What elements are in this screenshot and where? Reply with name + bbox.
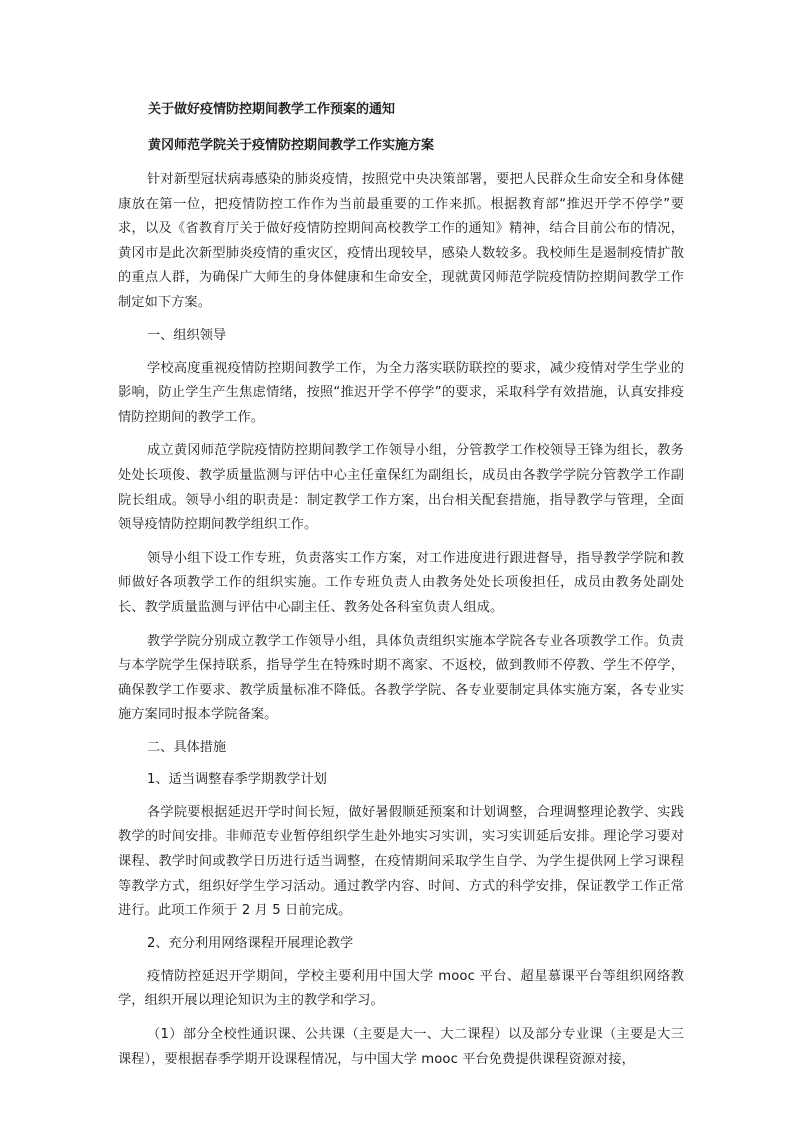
subsection-heading-online: 2、充分利用网络课程开展理论教学 — [147, 935, 354, 951]
body-paragraph: 疫情防控延迟开学期间，学校主要利用中国大学 mooc 平台、超星慕课平台等组织网络教学，组织开展以理论知识为主的教学和学习。 — [118, 968, 684, 1009]
intro-paragraph: 针对新型冠状病毒感染的肺炎疫情，按照党中央决策部署，要把人民群众生命安全和身体健康放在第一位，把疫情防控工作作为当前最重要的工作来抓。根据教育部“推迟开学不停学”要求，以及《省教育厅关于做好疫情防控期间高校教学工作的通知》精神，结合目前公布的情况，黄冈市是此次新型肺炎疫情的重灾区，疫情出现较早，感染人数较多。我校师生是遏制疫情扩散的重点人群，为确保广大师生的身体健康和生命安全，现就黄冈师范学院疫情防控期间教学工作制定如下方案。 — [118, 172, 684, 310]
body-paragraph: 教学学院分别成立教学工作领导小组，具体负责组织实施本学院各专业各项教学工作。负责与本学院学生保持联系，指导学生在特殊时期不离家、不返校，做到教师不停教、学生不停学，确保教学工作要求、教学质量标准不降低。各教学学院、各专业要制定具体实施方案，各专业实施方案同时报本学院备案。 — [118, 633, 684, 723]
document-page — [118, 100, 684, 1081]
plan-title: 黄冈师范学院关于疫情防控期间教学工作实施方案 — [148, 138, 435, 153]
subsection-heading-plan: 1、适当调整春季学期教学计划 — [147, 771, 327, 787]
body-paragraph: 各学院要根据延迟开学时间长短，做好暑假顺延预案和计划调整，合理调整理论教学、实践教学的时间安排。非师范专业暂停组织学生赴外地实习实训，实习实训延后安排。理论学习要对课程、教学时间或教学日历进行适当调整，在疫情期间采取学生自学、为学生提供网上学习课程等教学方式，组织好学生学习活动。通过教学内容、时间、方式的科学安排，保证教学工作正常进行。此项工作须于 2 月 5 日前完成。 — [118, 804, 684, 919]
body-paragraph: 领导小组下设工作专班，负责落实工作方案，对工作进度进行跟进督导，指导教学学院和教师做好各项教学工作的组织实施。工作专班负责人由教务处处长项俊担任，成员由教务处副处长、教学质量监测与评估中心副主任、教务处各科室负责人组成。 — [118, 550, 684, 615]
body-paragraph: 学校高度重视疫情防控期间教学工作，为全力落实联防联控的要求，减少疫情对学生学业的影响，防止学生产生焦虑情绪，按照“推迟开学不停学”的要求，采取科学有效措施，认真安排疫情防控期间的教学工作。 — [118, 360, 684, 425]
section-heading-measures: 二、具体措施 — [147, 739, 227, 755]
section-heading-organization: 一、组织领导 — [147, 327, 227, 343]
body-paragraph: （1）部分全校性通识课、公共课（主要是大一、大二课程）以及部分专业课（主要是大三课程），要根据春季学期开设课程情况，与中国大学 mooc 平台免费提供课程资源对接， — [118, 1027, 684, 1067]
body-paragraph: 成立黄冈师范学院疫情防控期间教学工作领导小组，分管教学工作校领导王锋为组长，教务处处长项俊、教学质量监测与评估中心主任童保红为副组长，成员由各教学学院分管教学工作副院长组成。领导小组的职责是：制定教学工作方案，出台相关配套措施，指导教学与管理，全面领导疫情防控期间教学组织工作。 — [118, 443, 684, 533]
notice-title: 关于做好疫情防控期间教学工作预案的通知 — [148, 102, 396, 117]
